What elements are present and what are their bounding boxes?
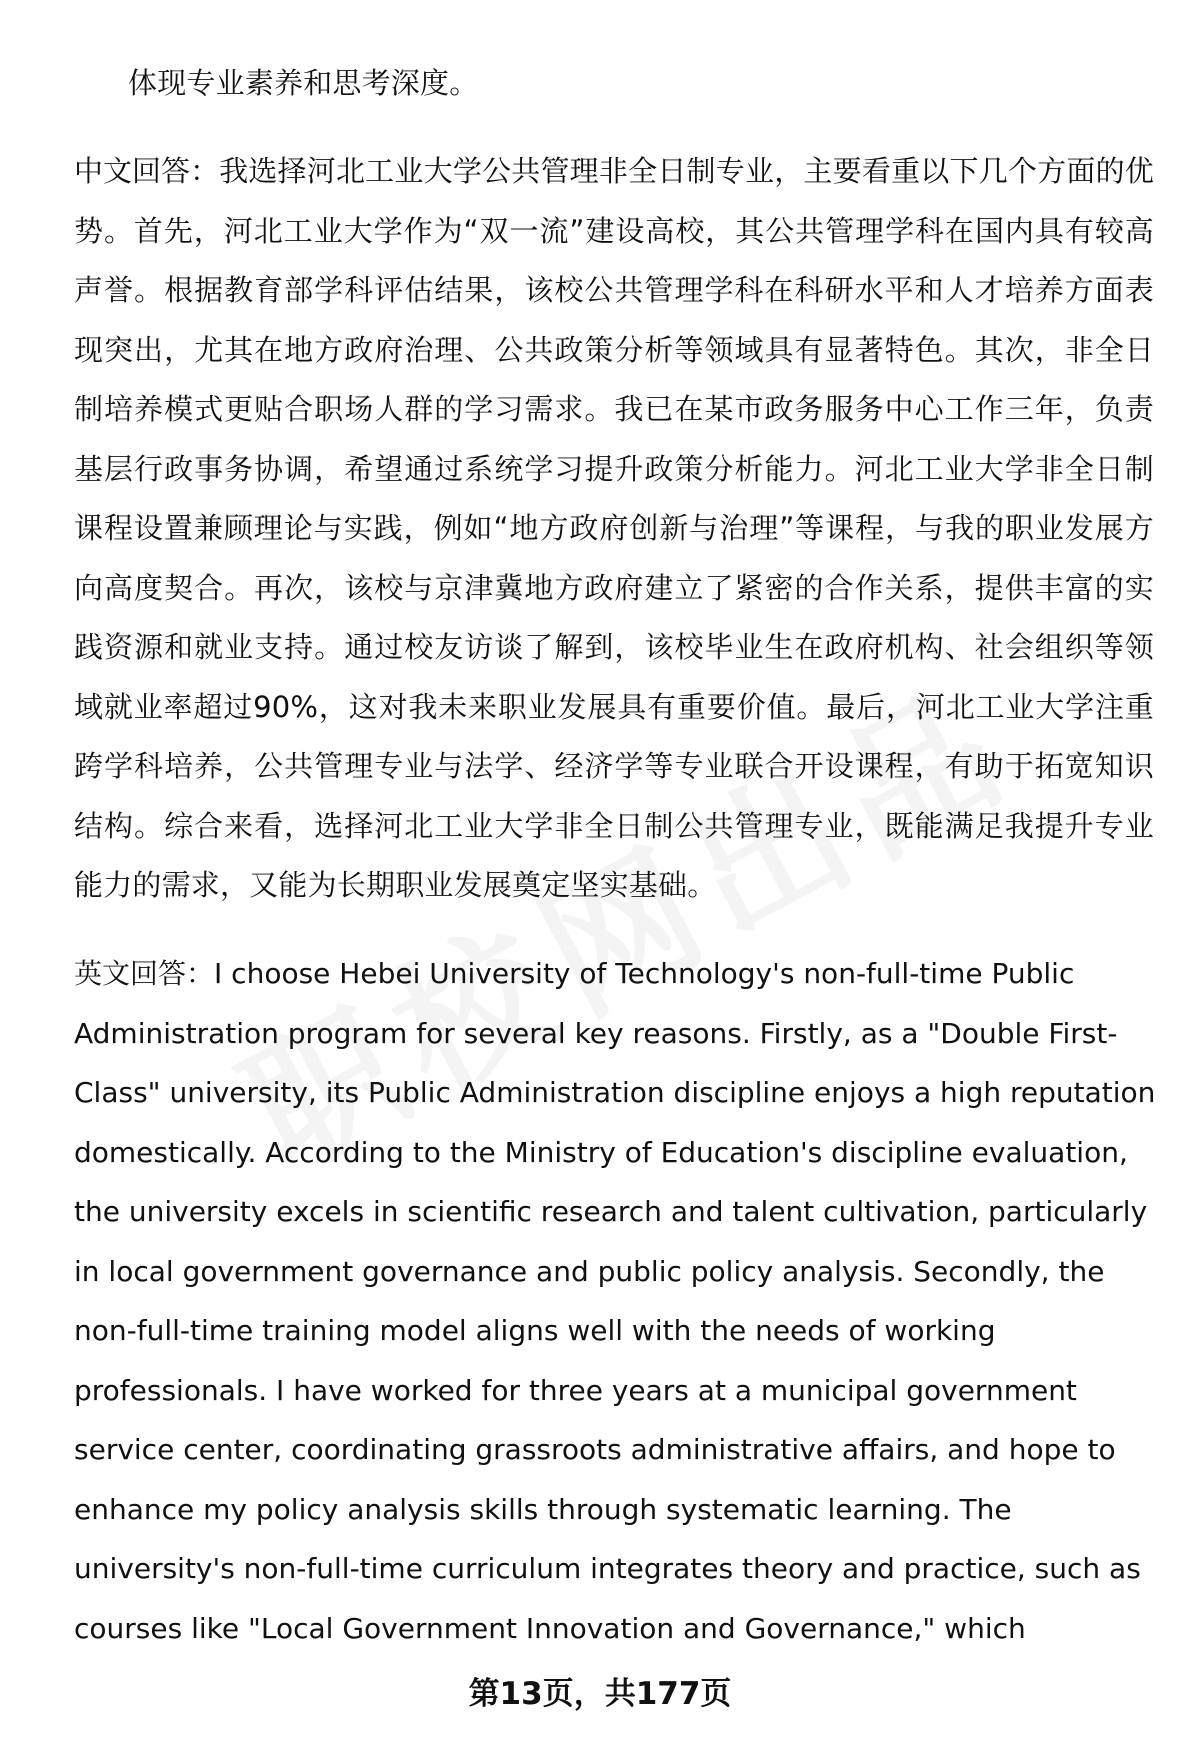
chinese-answer-label: 中文回答： <box>74 154 220 188</box>
chinese-answer-text: 我选择河北工业大学公共管理非全日制专业，主要看重以下几个方面的优势。首先，河北工业大学作为“双一流”建设高校，其公共管理学科在国内具有较高声誉。根据教育部学科评估结果，该校公共管理学科在科研水平和人才培养方面表现突出，尤其在地方政府治理、公共政策分析等领域具有显著特色。其次，非全日制培养模式更贴合职场人群的学习需求。我已在某市政务服务中心工作三年，负责基层行政事务协调，希望通过系统学习提升政策分析能力。河北工业大学非全日制课程设置兼顾理论与实践，例如“地方政府创新与治理”等课程，与我的职业发展方向高度契合。再次，该校与京津冀地方政府建立了紧密的合作关系，提供丰富的实践资源和就业支持。通过校友访谈了解到，该校毕业生在政府机构、社会组织等领域就业率超过90%，这对我未来职业发展具有重要价值。最后，河北工业大学注重跨学科培养，公共管理专业与法学、经济学等专业联合开设课程，有助于拓宽知识结构。综合来看，选择河北工业大学非全日制公共管理专业，既能满足我提升专业能力的需求，又能为长期职业发展奠定坚实基础。 <box>74 154 1154 902</box>
intro-tail-paragraph: 体现专业素养和思考深度。 <box>128 66 479 100</box>
english-answer-text: I choose Hebei University of Technology's non-full-time Public Administration program for several key reasons. Firstly, as a "Double First-Class" university, its Public Administration discipline enjoys a high reputation domestically. According to the Ministry of Education's discipline evaluation, the university excels in scientific research and talent cultivation, particularly in local government governance and public policy analysis. Secondly, the non-full-time training model aligns well with the needs of working professionals. I have worked for three years at a municipal government service center, coordinating grassroots administrative affairs, and hope to enhance my policy analysis skills through systematic learning. The university's non-full-time curriculum integrates theory and practice, such as courses like "Local Government Innovation and Governance," which <box>74 957 1156 1645</box>
english-answer-paragraph <box>74 944 1164 1658</box>
english-answer-label: 英文回答： <box>74 957 215 990</box>
chinese-answer-paragraph <box>74 142 1154 916</box>
page-number-footer: 第13页，共177页 <box>468 1676 732 1712</box>
